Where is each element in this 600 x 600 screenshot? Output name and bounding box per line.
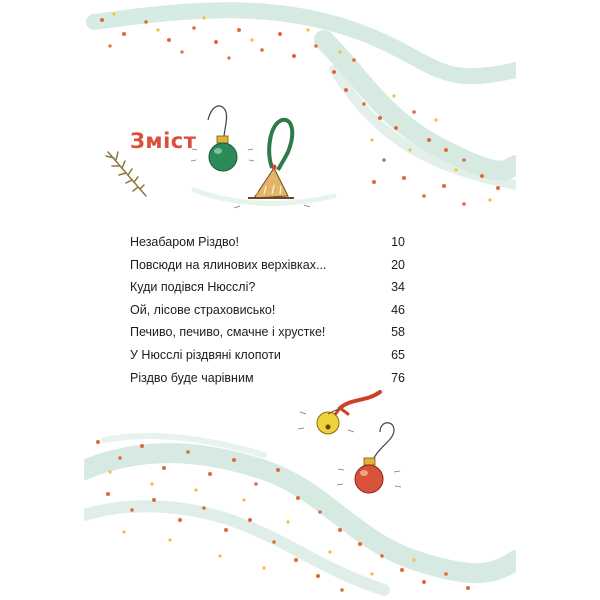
toc-entry[interactable]: [130, 257, 405, 280]
toc-entry-title: Куди подівся Нюсслі?: [130, 280, 256, 295]
pine-sprig-icon: [106, 152, 146, 196]
toc-entry-title: Ой, лісове страховисько!: [130, 302, 276, 317]
confetti-top: [100, 18, 500, 206]
bottom-swoosh: [84, 436, 516, 590]
toc-entry[interactable]: [130, 347, 405, 370]
toc-heading: Зміст: [130, 129, 197, 153]
toc-entry-page: 20: [391, 257, 405, 272]
red-bauble-icon: [337, 423, 401, 493]
toc-entry-page: 76: [391, 370, 405, 385]
toc-entry-title: Різдво буде чарівним: [130, 370, 254, 385]
toc-entry-page: 65: [391, 347, 405, 362]
toc-entry[interactable]: [130, 234, 405, 257]
toc-entry[interactable]: [130, 324, 405, 347]
toc-entry-page: 58: [391, 325, 405, 340]
toc-entry-page: 10: [391, 235, 405, 249]
toc-entry-title: Печиво, печиво, смачне і хрустке!: [130, 325, 326, 340]
toc-entry-page: 34: [391, 280, 405, 295]
green-bauble-icon: [191, 106, 254, 171]
yellow-bell-icon: [298, 392, 380, 434]
table-of-contents: [130, 234, 405, 392]
toc-entry-title: Незабаром Різдво!: [130, 235, 239, 249]
book-page: [84, 0, 516, 600]
toc-entry[interactable]: [130, 370, 405, 393]
toc-entry[interactable]: [130, 279, 405, 302]
bell-ornament-icon: [234, 120, 310, 208]
toc-entry-title: У Нюсслі різдвяні клопоти: [130, 347, 281, 362]
toc-entry-page: 46: [391, 302, 405, 317]
toc-entry-title: Повсюди на ялинових верхівках...: [130, 257, 327, 272]
toc-entry[interactable]: [130, 302, 405, 325]
top-swoosh: [94, 10, 516, 203]
